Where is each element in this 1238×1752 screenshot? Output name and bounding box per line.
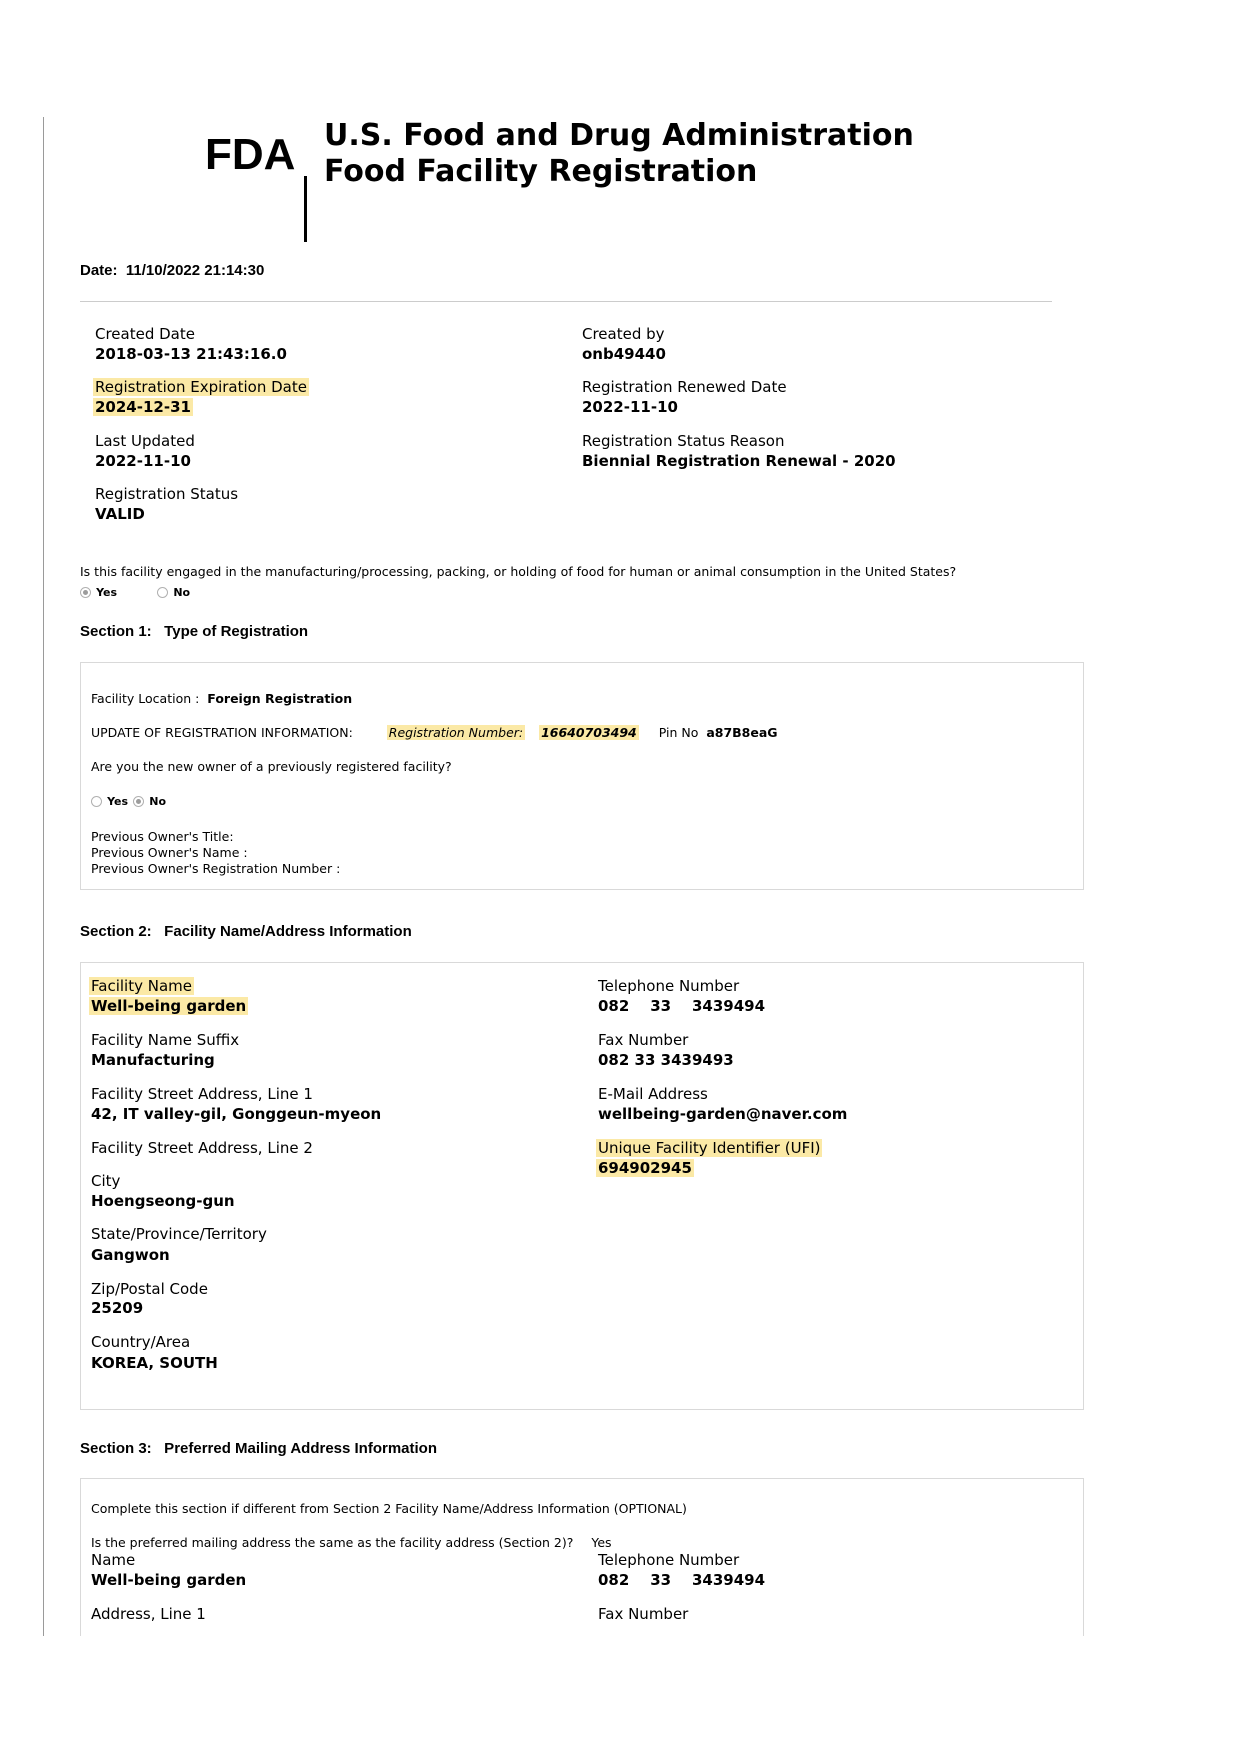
status-reason-label: Registration Status Reason	[582, 432, 785, 450]
renewed-date-value: 2022-11-10	[582, 398, 678, 416]
new-owner-radio-group	[91, 791, 166, 810]
ufi-value: 694902945	[598, 1159, 692, 1177]
logo-divider	[304, 176, 307, 242]
zip-label: Zip/Postal Code	[91, 1280, 208, 1298]
created-date-value: 2018-03-13 21:43:16.0	[95, 345, 287, 363]
city-label: City	[91, 1172, 121, 1190]
fax-value: 082 33 3439493	[598, 1051, 734, 1069]
mailing-phone-label: Telephone Number	[598, 1551, 740, 1569]
registration-status-label: Registration Status	[95, 485, 239, 503]
new-owner-yes-label: Yes	[107, 795, 129, 808]
mailing-name-value: Well-being garden	[91, 1571, 247, 1589]
print-date	[80, 262, 264, 279]
update-info-row	[91, 725, 778, 740]
engaged-radio-group	[80, 582, 190, 601]
engaged-yes-radio[interactable]	[80, 587, 91, 598]
status-reason-value: Biennial Registration Renewal - 2020	[582, 452, 896, 470]
country-label: Country/Area	[91, 1333, 191, 1351]
facility-location-label: Facility Location :	[91, 691, 200, 706]
mailing-address1-label: Address, Line 1	[91, 1605, 206, 1623]
last-updated-value: 2022-11-10	[95, 452, 191, 470]
agency-title: U.S. Food and Drug Administration	[324, 118, 914, 153]
new-owner-no-label: No	[149, 795, 167, 808]
engaged-question: Is this facility engaged in the manufacturing/processing, packing, or holding of food for human or animal consumption in the United States?	[80, 564, 957, 579]
previous-owner-title: Previous Owner's Title:	[91, 829, 234, 844]
mailing-fax-label: Fax Number	[598, 1605, 689, 1623]
suffix-value: Manufacturing	[91, 1051, 215, 1069]
new-owner-no-radio[interactable]	[133, 796, 144, 807]
email-label: E-Mail Address	[598, 1085, 708, 1103]
registration-number-value: 16640703494	[541, 725, 637, 740]
expiration-date-label: Registration Expiration Date	[95, 378, 307, 396]
phone-label: Telephone Number	[598, 977, 740, 995]
renewed-date-label: Registration Renewed Date	[582, 378, 787, 396]
date-value: 11/10/2022 21:14:30	[125, 262, 265, 279]
new-owner-yes-radio[interactable]	[91, 796, 102, 807]
header-divider	[80, 301, 1052, 302]
engaged-no-label: No	[173, 586, 191, 599]
engaged-no-radio[interactable]	[157, 587, 168, 598]
section1-box	[80, 662, 1084, 890]
form-title: Food Facility Registration	[324, 154, 758, 189]
created-by-value: onb49440	[582, 345, 666, 363]
registration-status-value: VALID	[95, 505, 145, 523]
expiration-date-value: 2024-12-31	[95, 398, 191, 416]
section1-heading: Section 1: Type of Registration	[80, 623, 309, 640]
page-bottom-margin	[0, 1636, 1238, 1752]
ufi-label: Unique Facility Identifier (UFI)	[598, 1139, 821, 1157]
new-owner-question: Are you the new owner of a previously registered facility?	[91, 759, 452, 774]
email-value: wellbeing-garden@naver.com	[598, 1105, 848, 1123]
mailing-phone-value: 082 33 3439494	[598, 1571, 766, 1589]
country-value: KOREA, SOUTH	[91, 1354, 218, 1372]
same-address-question: Is the preferred mailing address the same as the facility address (Section 2)?	[91, 1535, 574, 1550]
facility-location-row	[91, 691, 352, 706]
same-address-row	[91, 1535, 612, 1550]
state-value: Gangwon	[91, 1246, 170, 1264]
section3-heading: Section 3: Preferred Mailing Address Information	[80, 1440, 438, 1457]
fda-logo: FDA	[205, 130, 296, 179]
street1-label: Facility Street Address, Line 1	[91, 1085, 313, 1103]
state-label: State/Province/Territory	[91, 1225, 267, 1243]
section2-heading: Section 2: Facility Name/Address Information	[80, 923, 412, 940]
date-label: Date:	[80, 262, 118, 279]
facility-location-value: Foreign Registration	[207, 691, 353, 706]
facility-name-label: Facility Name	[91, 977, 192, 995]
facility-name-value: Well-being garden	[91, 997, 247, 1015]
engaged-yes-label: Yes	[96, 586, 118, 599]
street1-value: 42, IT valley-gil, Gonggeun-myeon	[91, 1105, 382, 1123]
update-label: UPDATE OF REGISTRATION INFORMATION:	[91, 725, 353, 740]
previous-owner-reg-number: Previous Owner's Registration Number :	[91, 861, 341, 876]
phone-value: 082 33 3439494	[598, 997, 766, 1015]
section3-note: Complete this section if different from Section 2 Facility Name/Address Information (OPTIONAL)	[91, 1501, 687, 1516]
same-address-answer: Yes	[591, 1535, 612, 1550]
pin-label: Pin No	[658, 725, 699, 740]
registration-number-label: Registration Number:	[388, 725, 524, 740]
pin-value: a87B8eaG	[706, 725, 778, 740]
left-margin-rule	[43, 117, 44, 1637]
created-date-label: Created Date	[95, 325, 195, 343]
last-updated-label: Last Updated	[95, 432, 195, 450]
city-value: Hoengseong-gun	[91, 1192, 235, 1210]
zip-value: 25209	[91, 1299, 144, 1317]
suffix-label: Facility Name Suffix	[91, 1031, 240, 1049]
street2-label: Facility Street Address, Line 2	[91, 1139, 313, 1157]
mailing-name-label: Name	[91, 1551, 136, 1569]
fax-label: Fax Number	[598, 1031, 689, 1049]
created-by-label: Created by	[582, 325, 665, 343]
previous-owner-name: Previous Owner's Name :	[91, 845, 248, 860]
section2-box	[80, 962, 1084, 1410]
